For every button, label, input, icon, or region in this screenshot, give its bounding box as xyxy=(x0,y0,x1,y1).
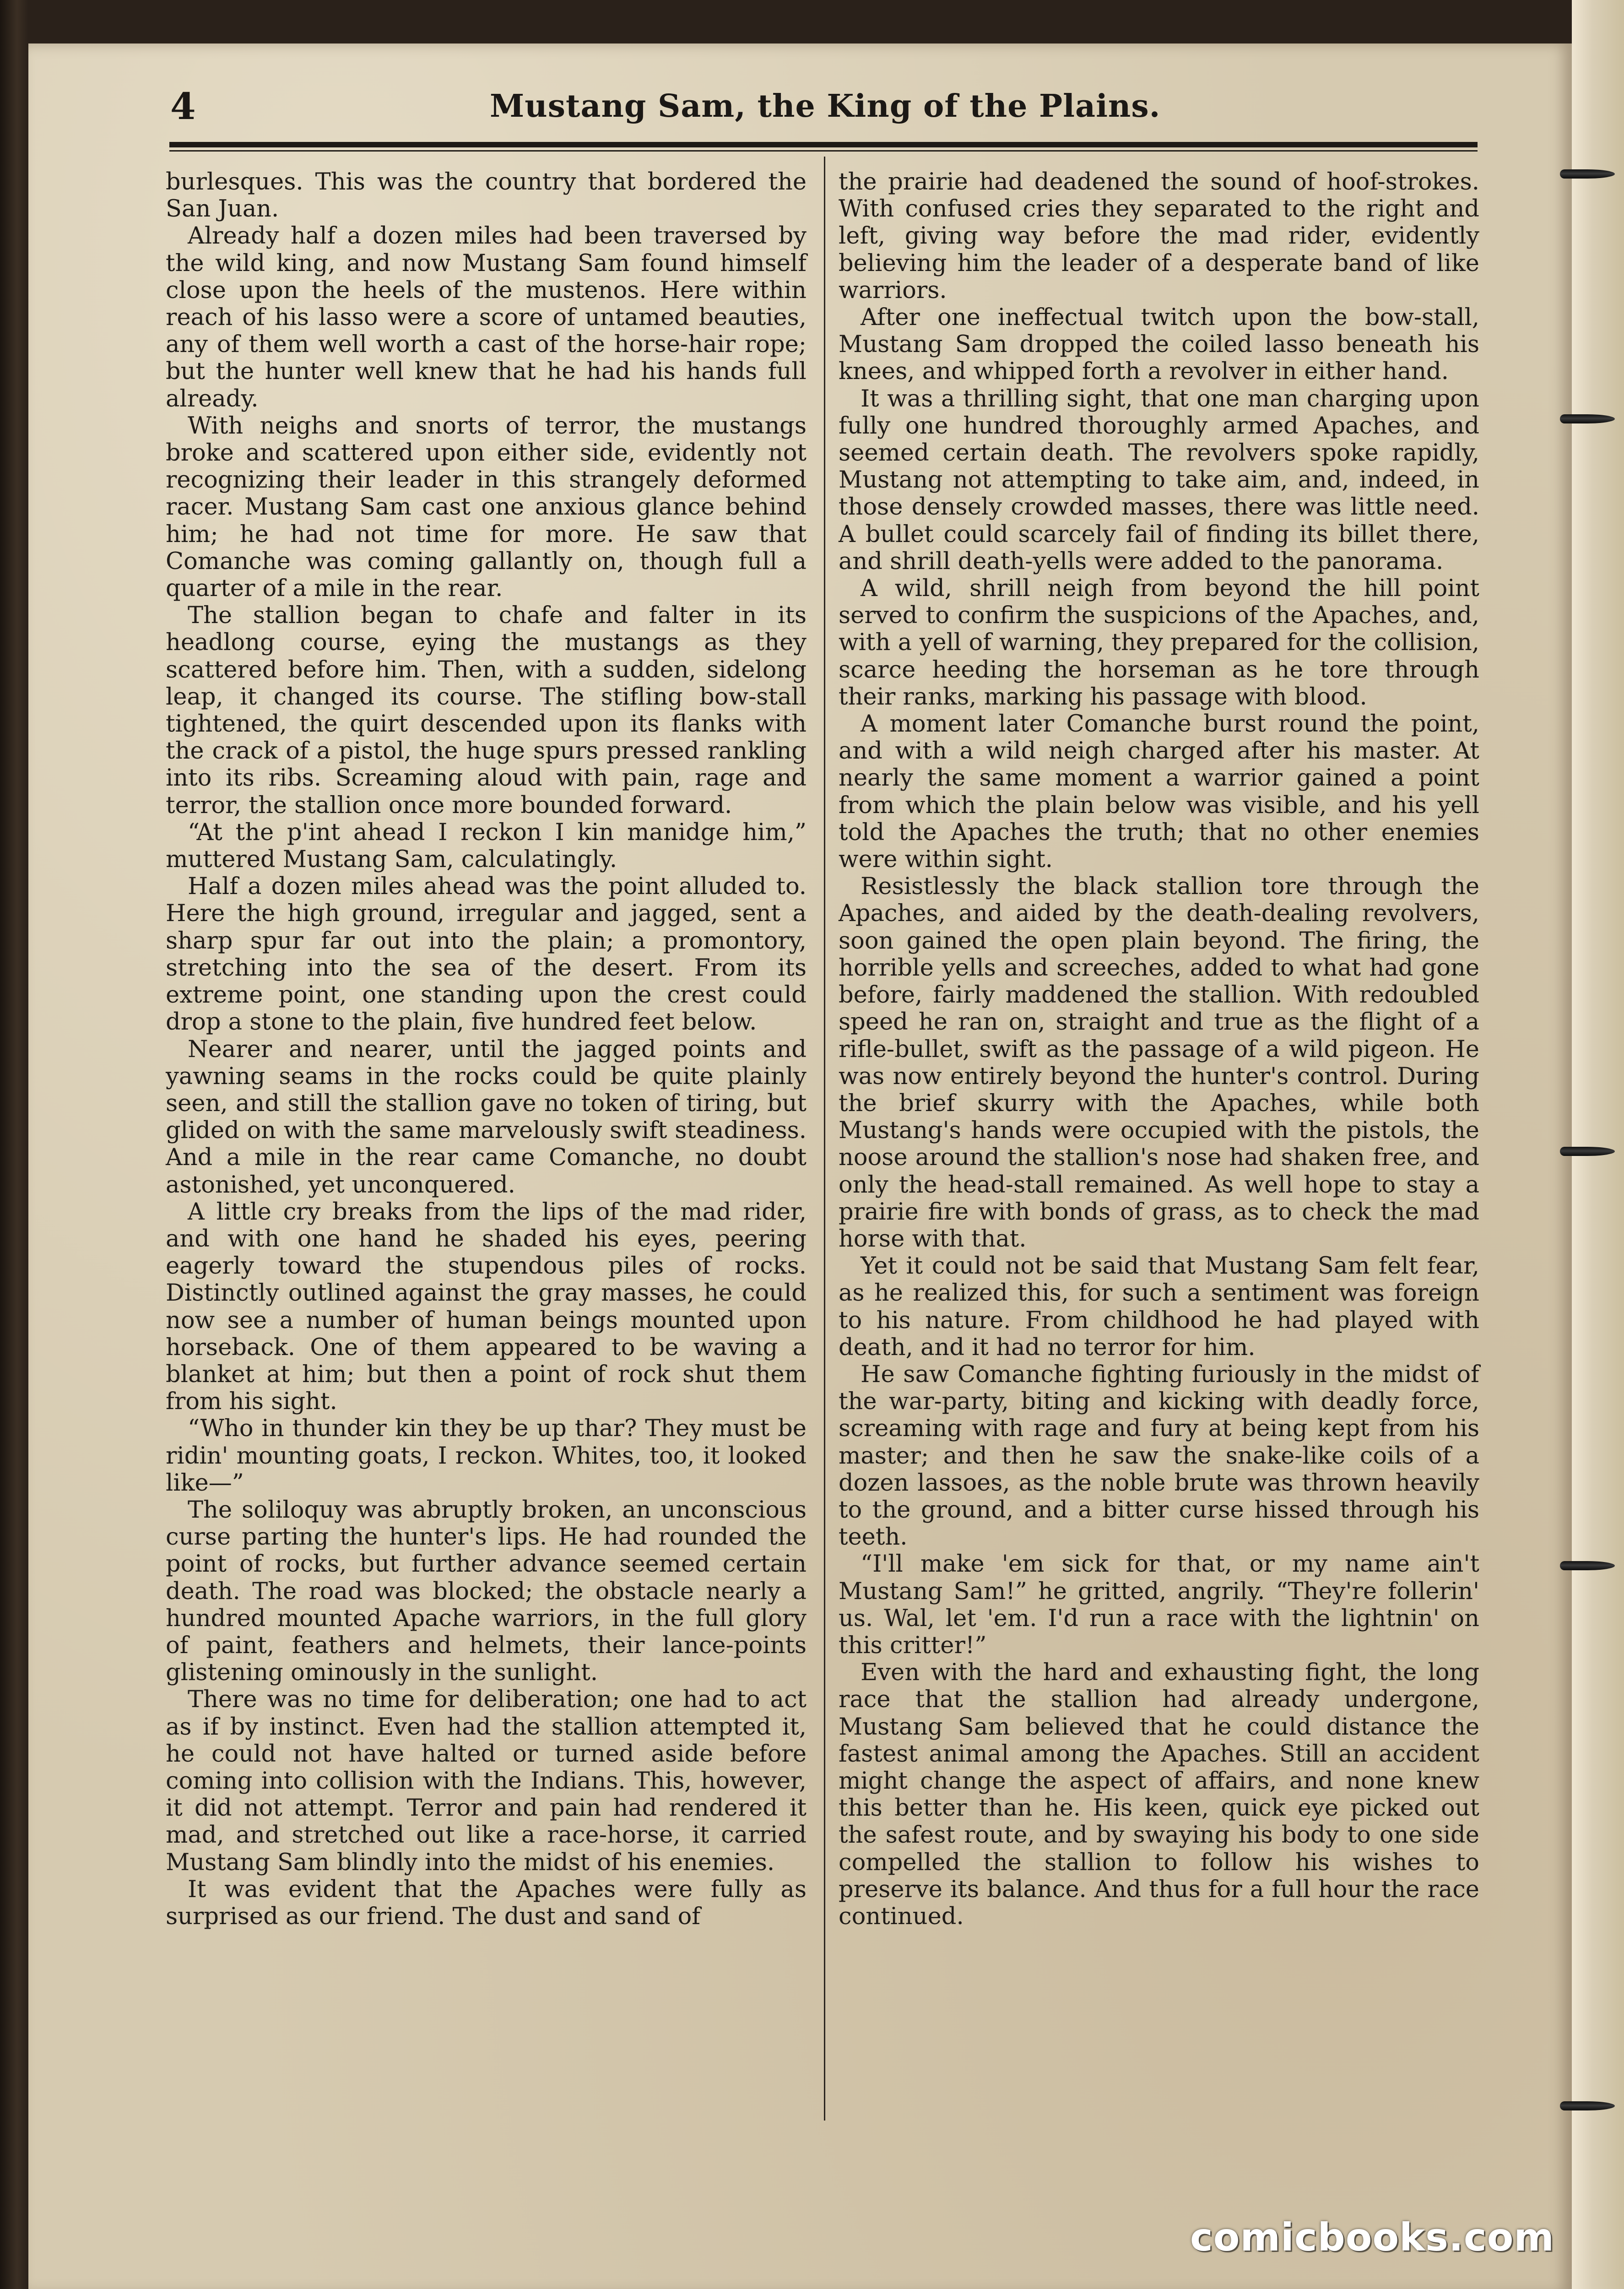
paragraph: burlesques. This was the country that bordered the San Juan. xyxy=(166,168,807,223)
running-title: Mustang Sam, the King of the Plains. xyxy=(490,88,1161,125)
paragraph: the prairie had deadened the sound of hoof-strokes. With confused cries they separated to the right and left, giving way before the mad rider, evidently believing him the leader of a desperate band of like warriors. xyxy=(839,168,1479,304)
paragraph: The soliloquy was abruptly broken, an unconscious curse parting the hunter's lips. He had rounded the point of rocks, but further advance seemed certain death. The road was blocked; the obstacle nearly a hundred mounted Apache warriors, in the full glory of paint, feathers and helmets, their lance-points glistening ominously in the sunlight. xyxy=(166,1496,807,1687)
adjacent-page-edge xyxy=(1572,0,1624,2289)
paragraph: A moment later Comanche burst round the point, and with a wild neigh charged after his master. At nearly the same moment a warrior gained a point from which the plain below was visible, and his yell told the Apaches the truth; that no other enemies were within sight. xyxy=(839,711,1479,873)
staple-mark xyxy=(1560,1147,1615,1156)
paragraph: Half a dozen miles ahead was the point alluded to. Here the high ground, irregular and jagged, sent a sharp spur far out into the plain; a promontory, stretching into the sea of the desert. From its extreme point, one standing upon the crest could drop a stone to the plain, five hundred feet below. xyxy=(166,873,807,1036)
text-column-right xyxy=(839,168,1479,1930)
paragraph: He saw Comanche fighting furiously in the midst of the war-party, biting and kicking with deadly force, screaming with rage and fury at being kept from his master; and then he saw the snake-like coils of a dozen lassoes, as the noble brute was thrown heavily to the ground, and a bitter curse hissed through his teeth. xyxy=(839,1361,1479,1551)
paragraph: It was evident that the Apaches were fully as surprised as our friend. The dust and sand of xyxy=(166,1876,807,1930)
header-rule xyxy=(169,142,1478,147)
paragraph: Resistlessly the black stallion tore through the Apaches, and aided by the death-dealing revolvers, soon gained the open plain beyond. The firing, the horrible yells and screeches, added to what had gone before, fairly maddened the stallion. With redoubled speed he ran on, straight and true as the flight of a rifle-bullet, swift as the passage of a wild pigeon. He was now entirely beyond the hunter's control. During the brief skurry with the Apaches, while both Mustang's hands were occupied with the pistols, the noose around the stallion's nose had shaken free, and only the head-stall remained. As well hope to stay a prairie fire with bonds of grass, as to check the mad horse with that. xyxy=(839,873,1479,1253)
paragraph: After one ineffectual twitch upon the bow-stall, Mustang Sam dropped the coiled lasso beneath his knees, and whipped forth a revolver in either hand. xyxy=(839,304,1479,385)
paragraph: The stallion began to chafe and falter in its headlong course, eying the mustangs as they scattered before him. Then, with a sudden, sidelong leap, it changed its course. The stifling bow-stall tightened, the quirt descended upon its flanks with the crack of a pistol, the huge spurs pressed rankling into its ribs. Screaming aloud with pain, rage and terror, the stallion once more bounded forward. xyxy=(166,602,807,819)
staple-mark xyxy=(1560,414,1615,423)
paragraph: It was a thrilling sight, that one man charging upon fully one hundred thoroughly armed Apaches, and seemed certain death. The revolvers spoke rapidly, Mustang not attempting to take aim, and, indeed, in those densely crowded masses, there was little need. A bullet could scarcely fail of finding its billet there, and shrill death-yells were added to the panorama. xyxy=(839,385,1479,575)
paragraph: Already half a dozen miles had been traversed by the wild king, and now Mustang Sam found himself close upon the heels of the mustenos. Here within reach of his lasso were a score of untamed beauties, any of them well worth a cast of the horse-hair rope; but the hunter well knew that he had his hands full already. xyxy=(166,222,807,412)
staple-mark xyxy=(1560,1561,1615,1570)
paragraph: Nearer and nearer, until the jagged points and yawning seams in the rocks could be quite plainly seen, and still the stallion gave no token of tiring, but glided on with the same marvelously swift steadiness. And a mile in the rear came Comanche, no doubt astonished, yet unconquered. xyxy=(166,1036,807,1199)
binding-spine xyxy=(0,0,28,2289)
watermark-text: comicbooks.com xyxy=(1190,2215,1554,2260)
paragraph: Even with the hard and exhausting fight, the long race that the stallion had already undergone, Mustang Sam believed that he could distance the fastest animal among the Apaches. Still an accident might change the aspect of affairs, and none knew this better than he. His keen, quick eye picked out the safest route, and by swaying his body to one side compelled the stallion to follow his wishes to preserve its balance. And thus for a full hour the race continued. xyxy=(839,1659,1479,1930)
paragraph: “Who in thunder kin they be up thar? They must be ridin' mounting goats, I reckon. Whites, too, it looked like—” xyxy=(166,1415,807,1497)
paragraph: With neighs and snorts of terror, the mustangs broke and scattered upon either side, evidently not recognizing their leader in this strangely deformed racer. Mustang Sam cast one anxious glance behind him; he had not time for more. He saw that Comanche was coming gallantly on, though full a quarter of a mile in the rear. xyxy=(166,412,807,602)
page-number: 4 xyxy=(170,85,196,128)
paragraph: “I'll make 'em sick for that, or my name ain't Mustang Sam!” he gritted, angrily. “They're follerin' us. Wal, let 'em. I'd run a race with the lightnin' on this critter!” xyxy=(839,1551,1479,1659)
paragraph: A wild, shrill neigh from beyond the hill point served to confirm the suspicions of the Apaches, and, with a yell of warning, they prepared for the collision, scarce heeding the horseman as he tore through their ranks, marking his passage with blood. xyxy=(839,575,1479,711)
paragraph: Yet it could not be said that Mustang Sam felt fear, as he realized this, for such a sentiment was foreign to his nature. From childhood he had played with death, and it had no terror for him. xyxy=(839,1253,1479,1361)
staple-mark xyxy=(1560,169,1615,179)
paragraph: “At the p'int ahead I reckon I kin manidge him,” muttered Mustang Sam, calculatingly. xyxy=(166,819,807,873)
column-divider xyxy=(824,157,825,2121)
staple-mark xyxy=(1560,2101,1615,2110)
header-rule-thin xyxy=(169,150,1478,152)
paragraph: A little cry breaks from the lips of the mad rider, and with one hand he shaded his eyes, peering eagerly toward the stupendous piles of rocks. Distinctly outlined against the gray masses, he could now see a number of human beings mounted upon horseback. One of them appeared to be waving a blanket at him; but then a point of rock shut them from his sight. xyxy=(166,1198,807,1416)
text-column-left xyxy=(166,168,807,1930)
paragraph: There was no time for deliberation; one had to act as if by instinct. Even had the stallion attempted it, he could not have halted or turned aside before coming into collision with the Indians. This, however, it did not attempt. Terror and pain had rendered it mad, and stretched out like a race-horse, it carried Mustang Sam blindly into the midst of his enemies. xyxy=(166,1686,807,1876)
